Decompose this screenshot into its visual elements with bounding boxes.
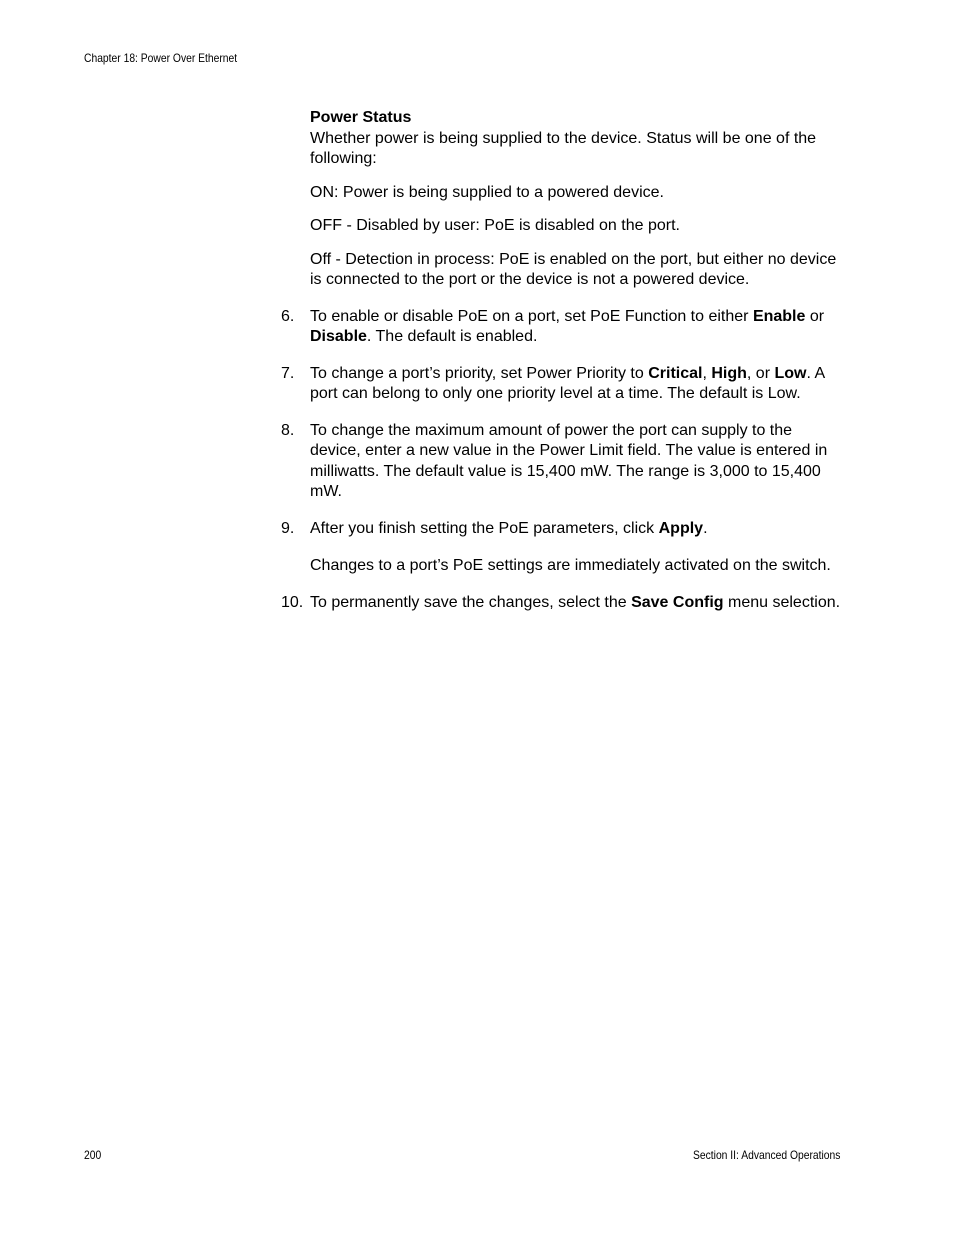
- step-note: Changes to a port’s PoE settings are immediately activated on the switch.: [310, 557, 831, 574]
- running-header: Chapter 18: Power Over Ethernet: [84, 51, 238, 65]
- section-footer: Section II: Advanced Operations: [692, 1148, 840, 1162]
- procedure-steps: [281, 307, 846, 614]
- step-number: 10.: [281, 593, 304, 611]
- page-number: 200: [84, 1148, 102, 1162]
- step-number: 8.: [281, 421, 295, 439]
- step-text: After you finish setting the PoE parameters, click Apply.: [310, 519, 708, 537]
- save-config-ref: Save Config: [631, 593, 724, 611]
- page-body: [281, 108, 846, 629]
- step-number: 6.: [281, 307, 295, 325]
- step-6: [281, 307, 846, 348]
- step-number: 7.: [281, 364, 295, 382]
- step-7: [281, 364, 846, 405]
- step-text: To change a port’s priority, set Power Priority to Critical, High, or Low. A port can belong to only one priority level at a time. The default is Low.: [310, 364, 825, 402]
- apply-button-ref: Apply: [658, 519, 704, 537]
- step-number: 9.: [281, 519, 295, 537]
- critical-option: Critical: [648, 364, 703, 382]
- step-text: To permanently save the changes, select the Save Config menu selection.: [310, 593, 841, 611]
- step-10: [281, 593, 846, 614]
- status-value-off-disabled: OFF - Disabled by user: PoE is disabled on the port.: [310, 217, 680, 234]
- low-option: Low: [774, 364, 807, 382]
- step-text: To change the maximum amount of power the port can supply to the device, enter a new value in the Power Limit field. The value is entered in milliwatts. The default value is 15,400 mW. The range is 3,000 to 15,400 mW.: [310, 421, 828, 500]
- status-value-on: ON: Power is being supplied to a powered device.: [310, 183, 664, 201]
- step-8: [281, 421, 846, 503]
- power-status-description: Whether power is being supplied to the device. Status will be one of the following:: [310, 129, 817, 167]
- step-text: To enable or disable PoE on a port, set PoE Function to either Enable or Disable. The default is enabled.: [310, 307, 825, 345]
- disable-option: Disable: [310, 328, 367, 345]
- step-9: [281, 519, 846, 577]
- status-value-off-detection: Off - Detection in process: PoE is enabled on the port, but either no device is connected to the port or the device is not a powered device.: [310, 250, 837, 288]
- power-status-term: Power Status: [310, 109, 412, 126]
- enable-option: Enable: [752, 307, 806, 325]
- high-option: High: [711, 364, 747, 382]
